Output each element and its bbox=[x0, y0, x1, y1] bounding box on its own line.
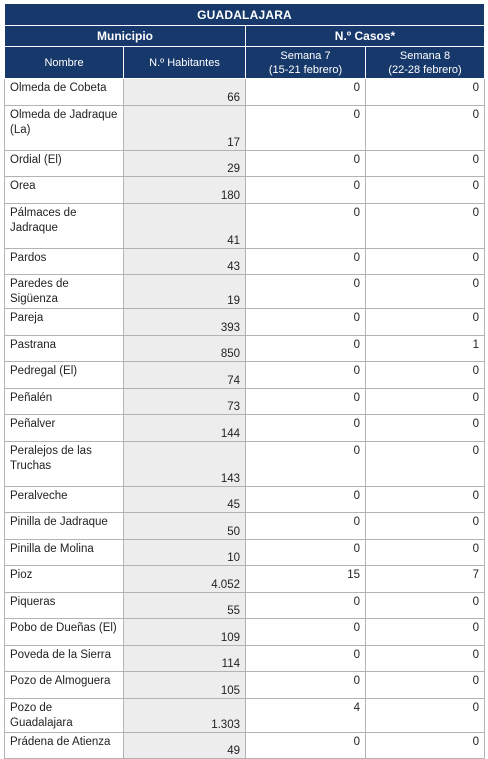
semana8-cases-cell: 0 bbox=[366, 79, 485, 106]
table-row bbox=[5, 177, 485, 204]
municipio-name-cell: Pozo de Guadalajara bbox=[5, 698, 124, 732]
habitantes-cell: 109 bbox=[124, 619, 246, 646]
habitantes-cell: 43 bbox=[124, 248, 246, 275]
semana8-cases-cell: 0 bbox=[366, 415, 485, 442]
semana8-cases-cell: 1 bbox=[366, 335, 485, 362]
semana7-cases-cell: 0 bbox=[246, 150, 366, 177]
municipio-name-cell: Peralveche bbox=[5, 486, 124, 513]
table-row bbox=[5, 441, 485, 486]
semana8-dates: (22-28 febrero) bbox=[388, 63, 462, 76]
semana7-cases-cell: 15 bbox=[246, 566, 366, 593]
table-row bbox=[5, 79, 485, 106]
semana7-cases-cell: 0 bbox=[246, 275, 366, 309]
semana7-label: Semana 7 bbox=[280, 49, 331, 62]
semana7-cases-cell: 0 bbox=[246, 486, 366, 513]
semana7-cases-cell: 0 bbox=[246, 177, 366, 204]
semana7-cases-cell: 0 bbox=[246, 105, 366, 150]
habitantes-cell: 45 bbox=[124, 486, 246, 513]
municipio-name-cell: Pozo de Almoguera bbox=[5, 672, 124, 699]
table-row bbox=[5, 732, 485, 759]
table-row bbox=[5, 566, 485, 593]
table-row bbox=[5, 248, 485, 275]
table-row bbox=[5, 698, 485, 732]
semana7-cases-cell: 0 bbox=[246, 592, 366, 619]
semana8-column-header bbox=[366, 47, 485, 79]
table-row bbox=[5, 335, 485, 362]
municipio-name-cell: Pareja bbox=[5, 309, 124, 336]
municipio-name-cell: Peñalver bbox=[5, 415, 124, 442]
semana7-cases-cell: 0 bbox=[246, 362, 366, 389]
habitantes-cell: 143 bbox=[124, 441, 246, 486]
table-row bbox=[5, 309, 485, 336]
semana8-cases-cell: 0 bbox=[366, 672, 485, 699]
municipio-name-cell: Pardos bbox=[5, 248, 124, 275]
municipio-name-cell: Pobo de Dueñas (El) bbox=[5, 619, 124, 646]
semana7-cases-cell: 0 bbox=[246, 441, 366, 486]
semana7-cases-cell: 0 bbox=[246, 79, 366, 106]
municipio-group-header: Municipio bbox=[5, 26, 246, 47]
table-row bbox=[5, 150, 485, 177]
municipio-name-cell: Pioz bbox=[5, 566, 124, 593]
semana7-dates: (15-21 febrero) bbox=[268, 63, 343, 76]
semana8-cases-cell: 0 bbox=[366, 441, 485, 486]
semana8-cases-cell: 0 bbox=[366, 486, 485, 513]
municipio-name-cell: Olmeda de Cobeta bbox=[5, 79, 124, 106]
habitantes-cell: 49 bbox=[124, 732, 246, 759]
habitantes-cell: 41 bbox=[124, 203, 246, 248]
habitantes-cell: 105 bbox=[124, 672, 246, 699]
semana7-cases-cell: 0 bbox=[246, 732, 366, 759]
habitantes-cell: 10 bbox=[124, 539, 246, 566]
semana7-cases-cell: 0 bbox=[246, 388, 366, 415]
cases-table bbox=[4, 3, 485, 759]
table-row bbox=[5, 592, 485, 619]
semana8-cases-cell: 0 bbox=[366, 388, 485, 415]
semana8-cases-cell: 0 bbox=[366, 513, 485, 540]
habitantes-cell: 19 bbox=[124, 275, 246, 309]
semana8-cases-cell: 0 bbox=[366, 619, 485, 646]
semana8-cases-cell: 0 bbox=[366, 309, 485, 336]
table-row bbox=[5, 415, 485, 442]
municipio-name-cell: Pálmaces de Jadraque bbox=[5, 203, 124, 248]
habitantes-cell: 180 bbox=[124, 177, 246, 204]
habitantes-cell: 50 bbox=[124, 513, 246, 540]
semana7-cases-cell: 4 bbox=[246, 698, 366, 732]
municipio-name-cell: Peñalén bbox=[5, 388, 124, 415]
table-row bbox=[5, 539, 485, 566]
habitantes-cell: 73 bbox=[124, 388, 246, 415]
habitantes-cell: 29 bbox=[124, 150, 246, 177]
habitantes-cell: 1.303 bbox=[124, 698, 246, 732]
semana7-cases-cell: 0 bbox=[246, 645, 366, 672]
semana7-cases-cell: 0 bbox=[246, 415, 366, 442]
nombre-column-header: Nombre bbox=[5, 47, 124, 79]
semana8-cases-cell: 0 bbox=[366, 177, 485, 204]
municipio-name-cell: Paredes de Sigüenza bbox=[5, 275, 124, 309]
table-row bbox=[5, 203, 485, 248]
semana7-column-header bbox=[246, 47, 366, 79]
table-row bbox=[5, 645, 485, 672]
semana7-cases-cell: 0 bbox=[246, 672, 366, 699]
habitantes-cell: 66 bbox=[124, 79, 246, 106]
semana7-cases-cell: 0 bbox=[246, 203, 366, 248]
habitantes-cell: 74 bbox=[124, 362, 246, 389]
cases-table-container bbox=[4, 3, 484, 759]
semana8-cases-cell: 0 bbox=[366, 732, 485, 759]
semana8-cases-cell: 0 bbox=[366, 592, 485, 619]
table-row bbox=[5, 105, 485, 150]
municipio-name-cell: Pedregal (El) bbox=[5, 362, 124, 389]
semana7-cases-cell: 0 bbox=[246, 513, 366, 540]
semana8-label: Semana 8 bbox=[399, 49, 451, 62]
municipio-name-cell: Piqueras bbox=[5, 592, 124, 619]
semana7-cases-cell: 0 bbox=[246, 335, 366, 362]
table-row bbox=[5, 513, 485, 540]
table-row bbox=[5, 619, 485, 646]
table-row bbox=[5, 486, 485, 513]
municipio-name-cell: Pinilla de Jadraque bbox=[5, 513, 124, 540]
habitantes-cell: 55 bbox=[124, 592, 246, 619]
table-row bbox=[5, 672, 485, 699]
table-title: GUADALAJARA bbox=[5, 4, 485, 26]
habitantes-cell: 393 bbox=[124, 309, 246, 336]
semana8-cases-cell: 0 bbox=[366, 275, 485, 309]
semana7-cases-cell: 0 bbox=[246, 248, 366, 275]
semana8-cases-cell: 0 bbox=[366, 203, 485, 248]
municipio-name-cell: Ordial (El) bbox=[5, 150, 124, 177]
municipio-name-cell: Orea bbox=[5, 177, 124, 204]
municipio-name-cell: Peralejos de las Truchas bbox=[5, 441, 124, 486]
semana8-cases-cell: 0 bbox=[366, 698, 485, 732]
municipio-name-cell: Pinilla de Molina bbox=[5, 539, 124, 566]
municipio-name-cell: Poveda de la Sierra bbox=[5, 645, 124, 672]
semana8-cases-cell: 0 bbox=[366, 150, 485, 177]
habitantes-cell: 850 bbox=[124, 335, 246, 362]
semana8-cases-cell: 7 bbox=[366, 566, 485, 593]
municipio-name-cell: Pastrana bbox=[5, 335, 124, 362]
habitantes-cell: 144 bbox=[124, 415, 246, 442]
table-row bbox=[5, 362, 485, 389]
semana7-cases-cell: 0 bbox=[246, 309, 366, 336]
semana7-cases-cell: 0 bbox=[246, 539, 366, 566]
semana8-cases-cell: 0 bbox=[366, 539, 485, 566]
casos-group-header: N.º Casos* bbox=[246, 26, 485, 47]
habitantes-cell: 4.052 bbox=[124, 566, 246, 593]
semana7-cases-cell: 0 bbox=[246, 619, 366, 646]
habitantes-column-header: N.º Habitantes bbox=[124, 47, 246, 79]
municipio-name-cell: Prádena de Atienza bbox=[5, 732, 124, 759]
habitantes-cell: 17 bbox=[124, 105, 246, 150]
habitantes-cell: 114 bbox=[124, 645, 246, 672]
table-row bbox=[5, 388, 485, 415]
semana8-cases-cell: 0 bbox=[366, 248, 485, 275]
table-body bbox=[5, 79, 485, 759]
semana8-cases-cell: 0 bbox=[366, 105, 485, 150]
semana8-cases-cell: 0 bbox=[366, 362, 485, 389]
semana8-cases-cell: 0 bbox=[366, 645, 485, 672]
table-row bbox=[5, 275, 485, 309]
municipio-name-cell: Olmeda de Jadraque (La) bbox=[5, 105, 124, 150]
